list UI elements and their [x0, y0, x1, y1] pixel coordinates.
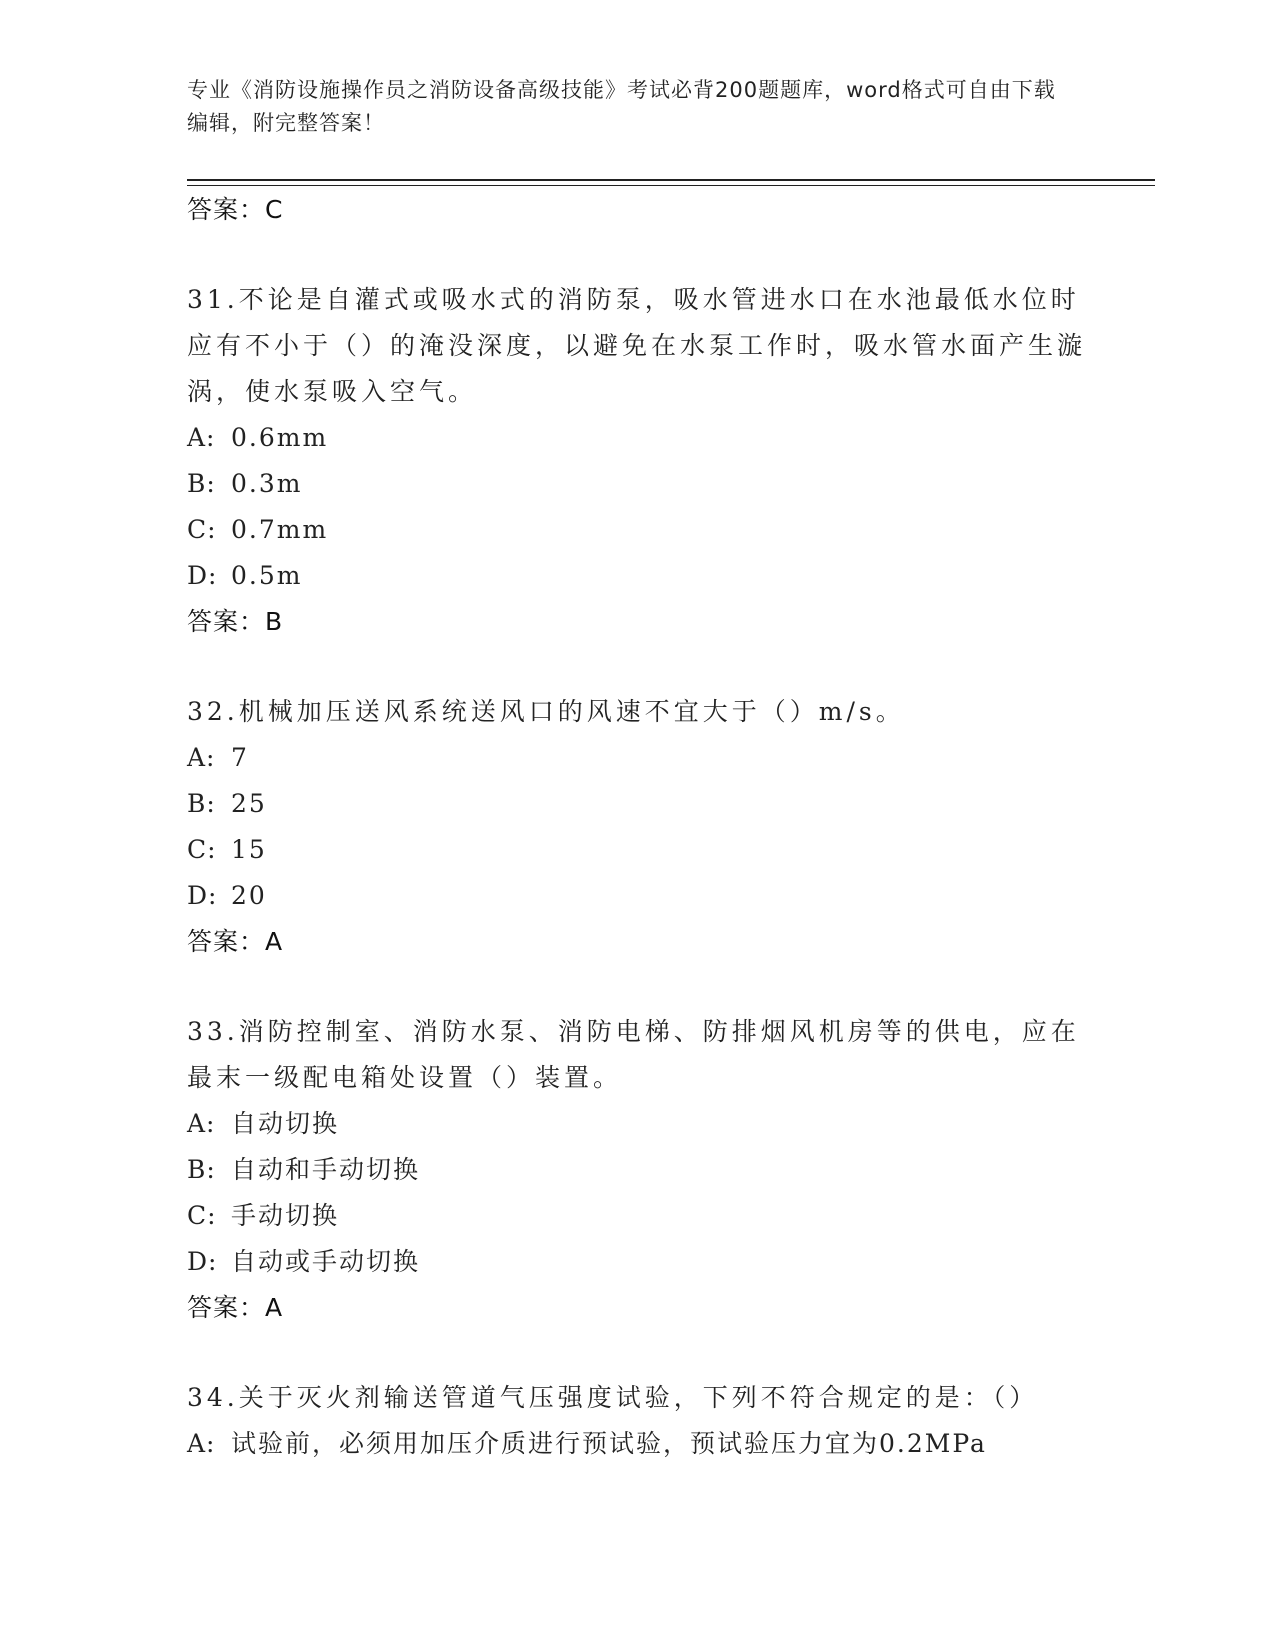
- option-b: [187, 1147, 1087, 1193]
- option-a: [187, 735, 1087, 781]
- answer-value: A: [265, 927, 284, 956]
- answer-line: [187, 1285, 1087, 1331]
- question-text: 31.不论是自灌式或吸水式的消防泵，吸水管进水口在水池最低水位时应有不小于（）的淹没深度，以避免在水泵工作时，吸水管水面产生漩涡，使水泵吸入空气。: [187, 285, 1087, 406]
- answer-line: [187, 599, 1087, 645]
- option-text: 7: [231, 743, 249, 772]
- option-a: [187, 415, 1087, 461]
- answer-label: 答案：: [187, 195, 266, 224]
- option-c: [187, 827, 1087, 873]
- option-d: [187, 873, 1087, 919]
- answer-value: C: [265, 195, 284, 224]
- question-34: [187, 1375, 1087, 1467]
- option-a: [187, 1101, 1087, 1147]
- option-key: C:: [187, 835, 217, 864]
- question-text: 32.机械加压送风系统送风口的风速不宜大于（）m/s。: [187, 697, 905, 726]
- question-list: [187, 187, 1087, 1467]
- option-b: [187, 461, 1087, 507]
- option-text: 0.5m: [231, 561, 303, 590]
- option-key: C:: [187, 1201, 217, 1230]
- option-text: 20: [231, 881, 267, 910]
- option-key: D:: [187, 881, 218, 910]
- answer-label: 答案：: [187, 1293, 266, 1322]
- question-text: 33.消防控制室、消防水泵、消防电梯、防排烟风机房等的供电，应在最末一级配电箱处设置（）装置。: [187, 1017, 1080, 1092]
- option-c: [187, 1193, 1087, 1239]
- question-text: 34.关于灭火剂输送管道气压强度试验，下列不符合规定的是：（）: [187, 1383, 1039, 1412]
- answer-value: A: [265, 1293, 284, 1322]
- answer-label: 答案：: [187, 927, 266, 956]
- answer-line: [187, 187, 1087, 233]
- option-text: 25: [231, 789, 267, 818]
- answer-line: [187, 919, 1087, 965]
- option-key: B:: [187, 789, 216, 818]
- option-text: 0.6mm: [231, 423, 329, 452]
- option-a: [187, 1421, 1087, 1467]
- option-key: D:: [187, 1247, 218, 1276]
- option-text: 手动切换: [231, 1201, 340, 1230]
- option-text: 自动和手动切换: [231, 1155, 421, 1184]
- option-text: 15: [231, 835, 267, 864]
- answer-label: 答案：: [187, 607, 266, 636]
- option-b: [187, 781, 1087, 827]
- option-text: 自动切换: [231, 1109, 340, 1138]
- option-text: 试验前，必须用加压介质进行预试验，预试验压力宜为0.2MPa: [231, 1429, 987, 1458]
- option-key: B:: [187, 469, 216, 498]
- option-d: [187, 1239, 1087, 1285]
- question-31: [187, 277, 1087, 645]
- question-33: [187, 1009, 1087, 1331]
- header-divider: [187, 179, 1155, 186]
- option-text: 0.7mm: [231, 515, 329, 544]
- answer-value: B: [265, 607, 284, 636]
- option-c: [187, 507, 1087, 553]
- option-key: A:: [187, 1109, 216, 1138]
- option-key: C:: [187, 515, 217, 544]
- option-text: 0.3m: [231, 469, 303, 498]
- option-key: D:: [187, 561, 218, 590]
- option-key: A:: [187, 423, 216, 452]
- option-key: A:: [187, 743, 216, 772]
- option-text: 自动或手动切换: [231, 1247, 421, 1276]
- document-header: 专业《消防设施操作员之消防设备高级技能》考试必背200题题库，word格式可自由下载编辑，附完整答案！: [187, 78, 1056, 135]
- option-key: B:: [187, 1155, 216, 1184]
- option-key: A:: [187, 1429, 216, 1458]
- question-32: [187, 689, 1087, 965]
- option-d: [187, 553, 1087, 599]
